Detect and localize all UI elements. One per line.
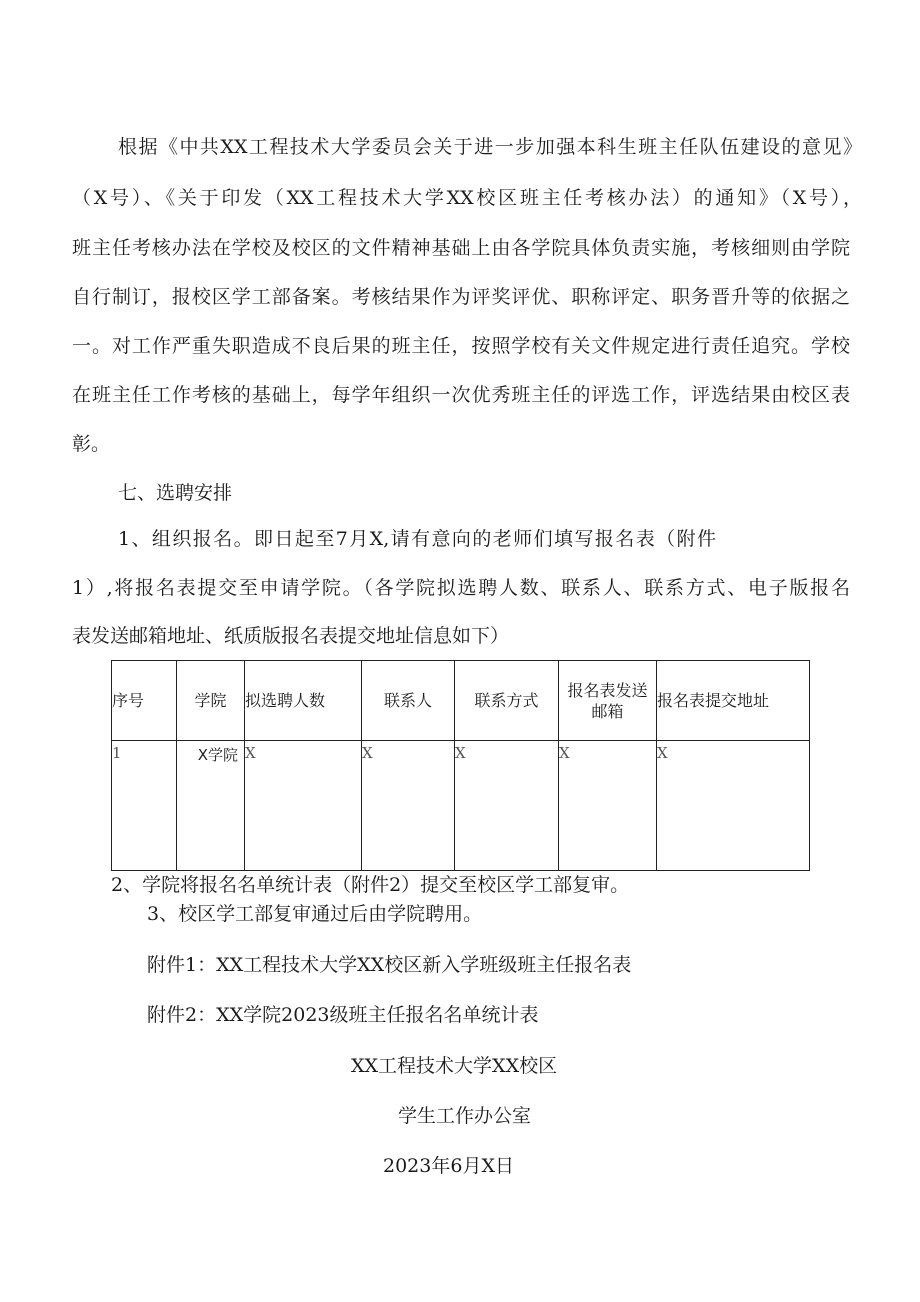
header-cell-college: 学院 [177, 661, 245, 741]
header-cell-index: 序号 [112, 661, 177, 741]
header-cell-method: 联系方式 [455, 661, 559, 741]
signature-date: 2023年6月X日 [383, 1155, 514, 1177]
table-cell: X [559, 741, 657, 871]
item1-line: 表发送邮箱地址、纸质版报名表提交地址信息如下） [72, 625, 510, 647]
signature-org: XX工程技术大学XX校区 [351, 1055, 558, 1077]
paragraph-line: （X号）、《关于印发（XX工程技术大学XX校区班主任考核办法）的通知》（X号）， [72, 187, 862, 209]
paragraph-line: 一。对工作严重失职造成不良后果的班主任，按照学校有关文件规定进行责任追究。学校 [72, 335, 850, 357]
paragraph-line: 自行制订，报校区学工部备案。考核结果作为评奖评优、职称评定、职务晋升等的依据之 [72, 286, 850, 308]
table-cell: 1 [112, 741, 177, 871]
attachment-1: 附件1：XX工程技术大学XX校区新入学班级班主任报名表 [147, 954, 632, 976]
item2-line: 2、学院将报名名单统计表（附件2）提交至校区学工部复审。 [111, 874, 630, 896]
item3-line: 3、校区学工部复审通过后由学院聘用。 [147, 903, 483, 925]
table-header-row [112, 661, 810, 741]
section-heading: 七、选聘安排 [118, 482, 233, 504]
paragraph-line: 在班主任工作考核的基础上，每学年组织一次优秀班主任的评选工作，评选结果由校区表 [72, 384, 850, 406]
paragraph-line: 彰。 [72, 433, 111, 455]
item1-line: 1、组织报名。即日起至7月X,请有意向的老师们填写报名表（附件 [118, 528, 716, 550]
header-cell-contact: 联系人 [362, 661, 455, 741]
header-cell-count: 拟选聘人数 [245, 661, 362, 741]
contact-table [111, 660, 810, 871]
header-email-text: 报名表发送 邮箱 [567, 680, 648, 721]
paragraph-line: 根据《中共XX工程技术大学委员会关于进一步加强本科生班主任队伍建设的意见》 [118, 136, 862, 158]
header-cell-address: 报名表提交地址 [657, 661, 810, 741]
header-cell-email [559, 661, 657, 741]
table-cell: X学院 [177, 741, 245, 871]
table-cell: X [362, 741, 455, 871]
paragraph-line: 班主任考核办法在学校及校区的文件精神基础上由各学院具体负责实施，考核细则由学院 [72, 237, 850, 259]
table-cell: X [245, 741, 362, 871]
signature-office: 学生工作办公室 [398, 1105, 532, 1127]
item1-line: 1）,将报名表提交至申请学院。（各学院拟选聘人数、联系人、联系方式、电子版报名 [72, 577, 850, 599]
table-row [112, 741, 810, 871]
table-cell: X [657, 741, 810, 871]
table-cell: X [455, 741, 559, 871]
attachment-2: 附件2：XX学院2023级班主任报名名单统计表 [147, 1004, 539, 1026]
